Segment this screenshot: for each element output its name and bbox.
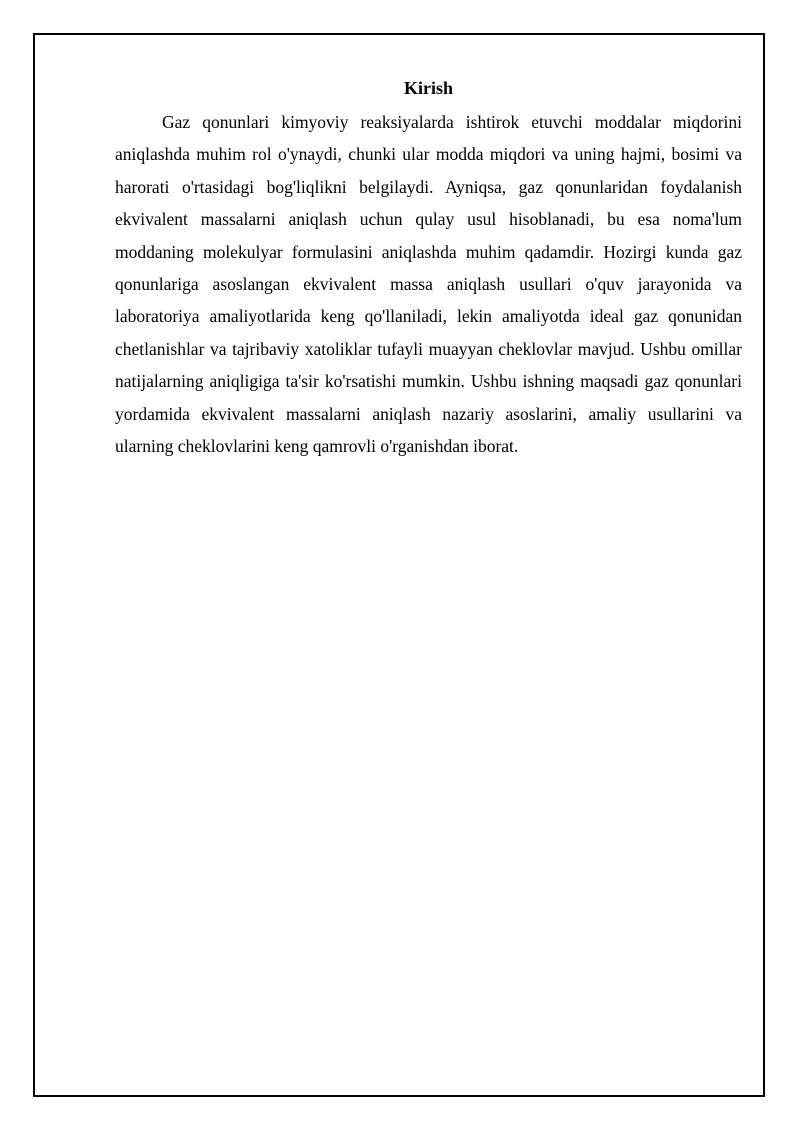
page-title: Kirish — [403, 78, 453, 98]
body-paragraph: Gaz qonunlari kimyoviy reaksiyalarda ishtirok etuvchi moddalar miqdorini aniqlashda muhim rol o'ynaydi, chunki ular modda miqdori va uning hajmi, bosimi va harorati o'rtasidagi bog'liqlikni belgilaydi. Ayniqsa, gaz qonunlaridan foydalanish ekvivalent massalarni aniqlash uchun qulay usul hisoblanadi, bu esa noma'lum moddaning molekulyar formulasini aniqlashda muhim qadamdir. Hozirgi kunda gaz qonunlariga asoslangan ekvivalent massa aniqlash usullari o'quv jarayonida va laboratoriya amaliyotlarida keng qo'llaniladi, lekin amaliyotda ideal gaz qonunidan chetlanishlar va tajribaviy xatoliklar tufayli muayyan cheklovlar mavjud. Ushbu omillar natijalarning aniqligiga ta'sir ko'rsatishi mumkin. Ushbu ishning maqsadi gaz qonunlari yordamida ekvivalent massalarni aniqlash nazariy asoslarini, amaliy usullarini va ularning cheklovlarini keng qamrovli o'rganishdan iborat. — [115, 112, 742, 457]
document-body — [115, 76, 742, 462]
